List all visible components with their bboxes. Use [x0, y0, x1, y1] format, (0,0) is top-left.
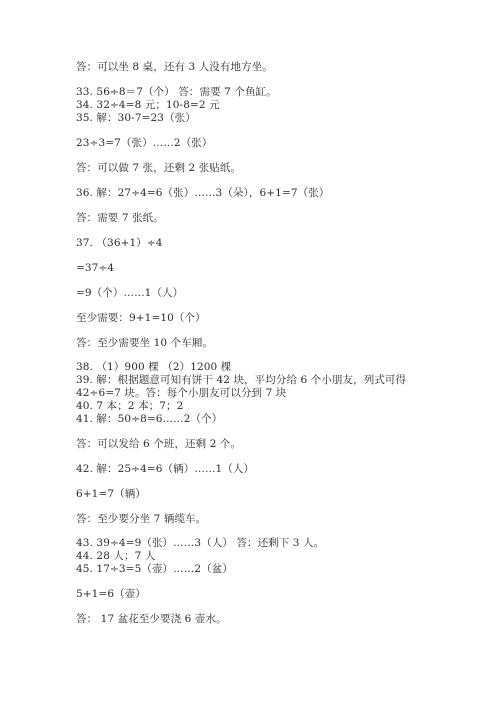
answer-line: 35. 解：30-7=23（张）: [76, 112, 196, 124]
answer-line: 答：可以发给 6 个班，还剩 2 个。: [76, 438, 242, 450]
answer-line: 37. （36+1）÷4: [76, 237, 163, 249]
answer-line: 答：至少要分坐 7 辆缆车。: [76, 513, 207, 525]
answer-line: 40. 7 本；2 本；7；2: [76, 400, 184, 412]
answer-paragraph: 39. 解：根据题意可知有饼干 42 块，平均分给 6 个小朋友，列式可得 42÷6=7 块。答：每个小朋友可以分到 7 块: [76, 374, 407, 399]
answer-line: 答： 17 盆花至少要浇 6 壶水。: [76, 613, 227, 625]
answer-line: 41. 解：50÷8=6……2（个）: [76, 413, 223, 425]
answer-line: 44. 28 人；7 人: [76, 550, 156, 562]
answer-line: 5+1=6（壶）: [76, 588, 146, 600]
answer-line: 33. 56÷8＝7（个） 答：需要 7 个鱼缸。: [76, 86, 277, 98]
answer-line: =37÷4: [76, 262, 115, 274]
answer-line: =9（个）……1（人）: [76, 287, 184, 299]
answer-line: 36. 解：27÷4=6（张）……3（朵），6+1=7（张）: [76, 187, 330, 199]
answer-line: 34. 32÷4=8 元；10-8=2 元: [76, 99, 220, 111]
answer-line: 6+1=7（辆）: [76, 488, 146, 500]
answer-line: 答：可以做 7 张，还剩 2 张贴纸。: [76, 162, 242, 174]
answer-line: 38. （1）900 棵 （2）1200 棵: [76, 361, 232, 373]
answer-line: 42. 解：25÷4=6（辆）……1（人）: [76, 463, 255, 475]
answer-line: 43. 39÷4=9（张）……3（人） 答：还剩下 3 人。: [76, 537, 325, 549]
answer-line: 至少需要：9+1=10（个）: [76, 312, 206, 324]
answer-line: 23÷3=7（张）……2（张）: [76, 137, 213, 149]
answer-line: 45. 17÷3=5（壶）……2（盆）: [76, 563, 233, 575]
answer-line: 答：至少需要坐 10 个车厢。: [76, 337, 214, 349]
answer-line: 答：可以坐 8 桌，还有 3 人没有地方坐。: [76, 61, 273, 73]
answer-line: 答：需要 7 张纸。: [76, 212, 164, 224]
